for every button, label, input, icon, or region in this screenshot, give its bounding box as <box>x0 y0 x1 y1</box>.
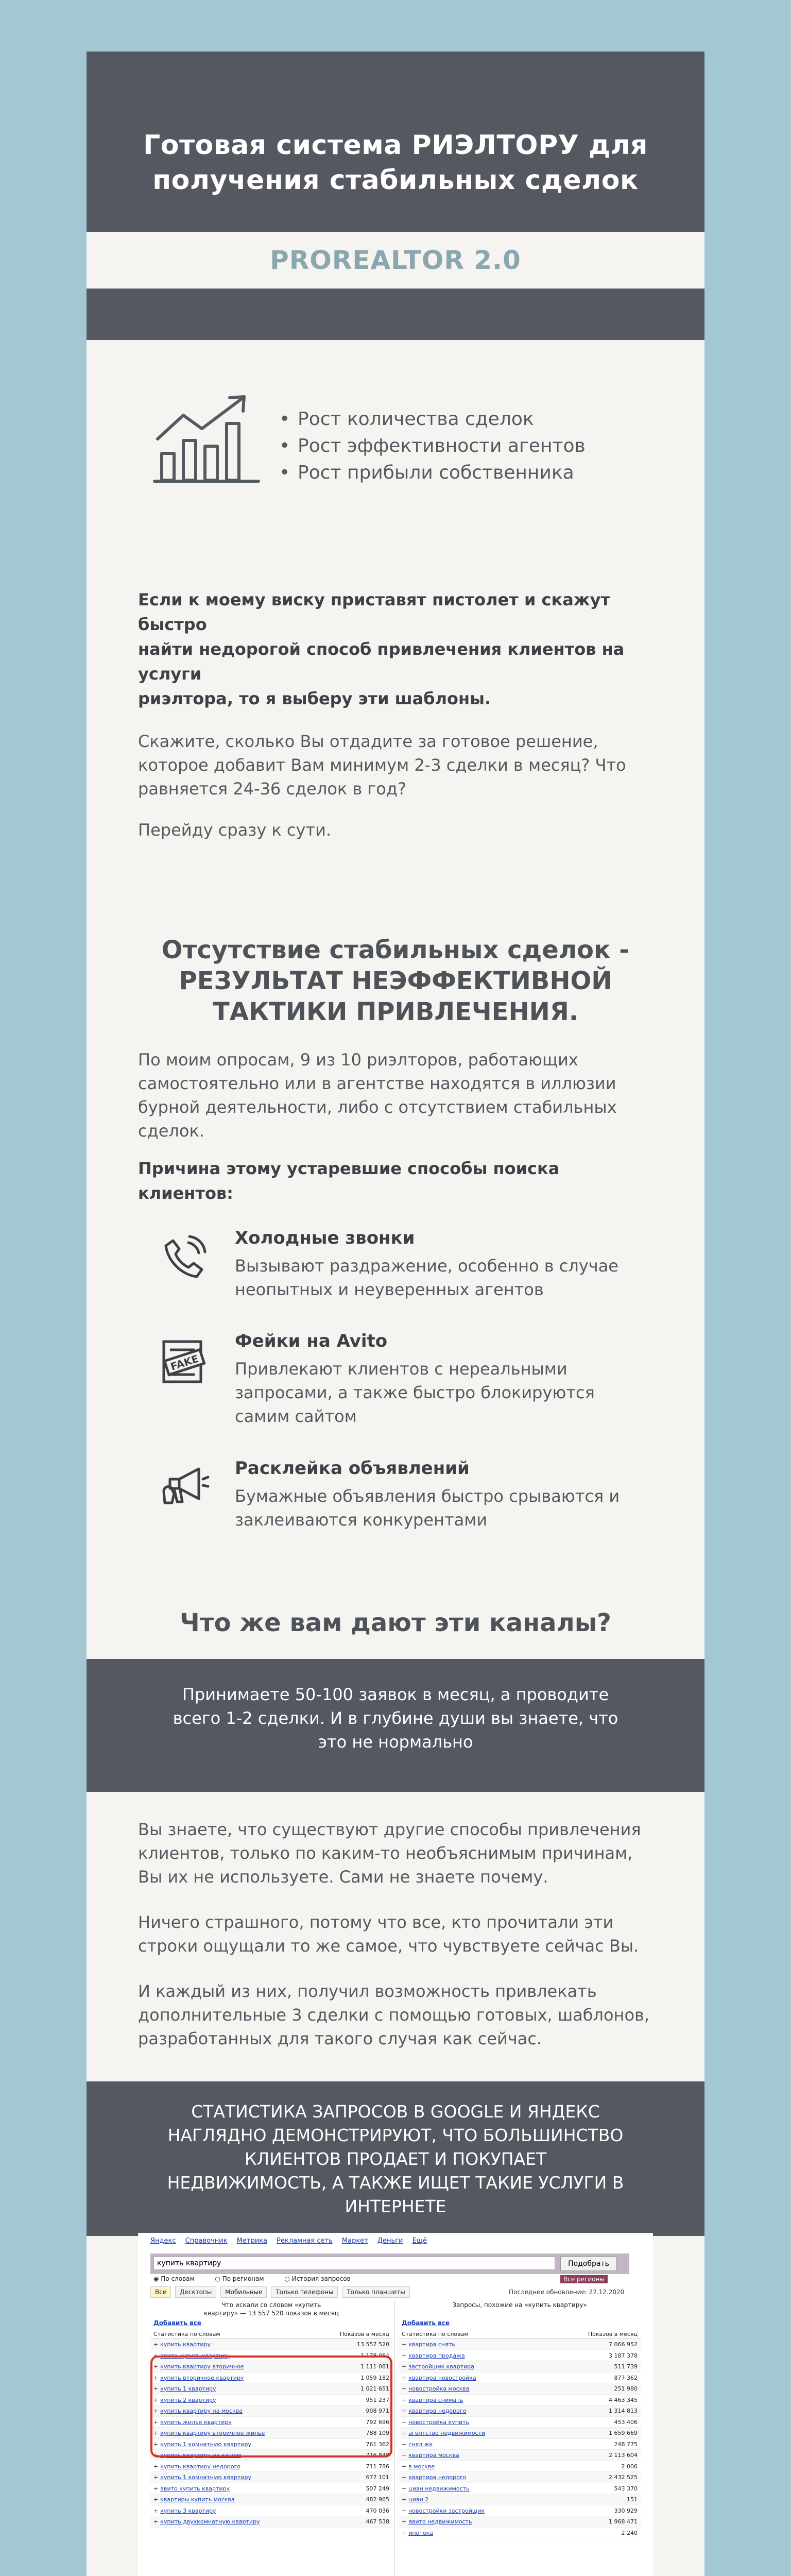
impressions-count: 470 036 <box>366 2507 389 2514</box>
right-rows <box>399 2339 641 2538</box>
add-all-link[interactable]: Добавить все <box>153 2319 201 2327</box>
query-input[interactable]: купить квартиру <box>153 2257 555 2270</box>
text-line: НАГЛЯДНО ДЕМОНСТРИРУЮТ, ЧТО БОЛЬШИНСТВО <box>167 2125 624 2145</box>
text-line: всего 1-2 сделки. И в глубине души вы знаете, что <box>173 1708 618 1728</box>
outro-section <box>87 1818 704 2050</box>
feature-item: • Рост количества сделок <box>277 406 586 433</box>
keyword-link[interactable]: + купить двухкомнатную квартиру <box>153 2516 260 2527</box>
keyword-link[interactable]: + купить 1 квартиру <box>153 2383 216 2394</box>
impressions-count: 453 406 <box>614 2418 638 2426</box>
impressions-count: 330 929 <box>614 2507 638 2514</box>
impressions-count: 2 006 <box>621 2463 638 2470</box>
reason-title: Расклейка объявлений <box>235 1458 470 1479</box>
keyword-link[interactable]: + новостройка москва <box>402 2383 470 2394</box>
reason-description <box>235 1357 647 1428</box>
table-row <box>399 2395 641 2406</box>
col-count: Показов в месяц <box>339 2331 389 2337</box>
keyword-link[interactable]: + новостройки застройщик <box>402 2505 485 2516</box>
col-keyword: Статистика по словам <box>402 2331 469 2337</box>
tab-tablets[interactable]: Только планшеты <box>342 2286 409 2298</box>
radio-label: По регионам <box>222 2275 264 2282</box>
keyword-link[interactable]: + квартира новостройка <box>402 2372 476 2383</box>
wordstat-top-nav <box>150 2237 434 2245</box>
reason-description <box>235 1254 647 1301</box>
text-line: равняется 24-36 сделок в год? <box>138 779 406 799</box>
text-line: неопытных и неуверенных агентов <box>235 1280 544 1299</box>
spacer <box>87 842 704 935</box>
table-row <box>399 2461 641 2472</box>
table-row <box>399 2505 641 2517</box>
search-button[interactable]: Подобрать <box>560 2257 617 2271</box>
keyword-link[interactable]: + авито купить квартиру <box>153 2350 230 2361</box>
radio-by-regions[interactable]: ○ По регионам <box>215 2275 264 2282</box>
keyword-link[interactable]: + квартира недорого <box>402 2405 466 2416</box>
impressions-count: 482 965 <box>366 2496 389 2503</box>
impressions-count: 788 109 <box>366 2430 389 2436</box>
text-line: Бумажные объявления быстро срываются и <box>235 1486 620 1506</box>
text-line: Вы знаете, что существуют другие способы привлечения <box>138 1820 641 1839</box>
title-line: ТАКТИКИ ПРИВЛЕЧЕНИЯ. <box>212 997 579 1026</box>
col-count: Показов в месяц <box>588 2331 638 2337</box>
impressions-count: 1 178 054 <box>360 2352 389 2359</box>
impressions-count: 792 696 <box>366 2418 389 2426</box>
impressions-count: 711 786 <box>366 2463 389 2470</box>
impressions-count: 7 066 952 <box>609 2341 638 2348</box>
table-header <box>150 2330 392 2339</box>
dark-divider-bar <box>87 289 704 340</box>
text-line: сделок. <box>138 1121 204 1141</box>
mode-radios <box>153 2275 369 2282</box>
keyword-link[interactable]: + купить 1 комнатную квартиру <box>153 2439 251 2450</box>
feature-item: • Рост эффективности агентов <box>277 433 586 460</box>
title-line: Отсутствие стабильных сделок - <box>161 936 630 964</box>
tab-desktop[interactable]: Десктопы <box>175 2286 216 2298</box>
impressions-count: 248 775 <box>614 2441 638 2448</box>
keyword-link[interactable]: + застройщик квартира <box>402 2361 474 2372</box>
left-heading <box>150 2301 392 2318</box>
impressions-count: 1 021 651 <box>360 2385 389 2392</box>
radio-history[interactable]: ○ История запросов <box>284 2275 351 2282</box>
keyword-link[interactable]: + квартира продажа <box>402 2350 465 2361</box>
reason-title: Холодные звонки <box>235 1228 415 1248</box>
problem-paragraph <box>138 1048 653 1143</box>
text-line: которое добавит Вам минимум 2-3 сделки в месяц? Что <box>138 755 626 775</box>
keyword-link[interactable]: + купить 3 квартиру <box>153 2505 216 2516</box>
last-updated: Последнее обновление: 22.12.2020 <box>509 2289 625 2296</box>
table-row <box>399 2483 641 2495</box>
keyword-link[interactable]: + в москве <box>402 2461 435 2472</box>
keyword-link[interactable]: + купить квартиру вторичное жилье <box>153 2428 265 2438</box>
impressions-count: 2 240 <box>621 2529 638 2536</box>
right-results <box>399 2301 641 2538</box>
table-row <box>150 2472 392 2483</box>
right-heading: Запросы, похожие на «купить квартиру» <box>452 2301 587 2309</box>
intro-lead <box>138 587 653 711</box>
device-tabs <box>150 2286 412 2298</box>
keyword-link[interactable]: + новостройка купить <box>402 2417 469 2428</box>
problem-section <box>87 935 704 1206</box>
keyword-link[interactable]: + квартиры купить москва <box>153 2494 235 2505</box>
title-line: РЕЗУЛЬТАТ НЕЭФФЕКТИВНОЙ <box>179 967 612 995</box>
impressions-count: 716 848 <box>366 2452 389 2459</box>
impressions-count: 4 463 345 <box>609 2396 638 2403</box>
table-row <box>399 2361 641 2372</box>
text-line: Если к моему виску приставят пистолет и скажут быстро <box>138 590 611 634</box>
impressions-count: 543 370 <box>614 2485 638 2492</box>
keyword-link[interactable]: + квартира недорого <box>402 2472 466 2483</box>
add-all-link[interactable]: Добавить все <box>402 2319 450 2327</box>
impressions-count: 908 971 <box>366 2408 389 2414</box>
table-row <box>399 2383 641 2395</box>
tab-mobile[interactable]: Мобильные <box>220 2286 267 2298</box>
outro-paragraph <box>138 1910 653 1958</box>
hero-title-line: получения стабильных сделок <box>152 165 639 196</box>
all-regions-link[interactable]: Все регионы <box>560 2275 608 2283</box>
impressions-count: 951 237 <box>366 2396 389 2403</box>
keyword-link[interactable]: + купить квартиру на москва <box>153 2405 243 2416</box>
text-line: квартиру» — 13 557 520 показов в месяц <box>204 2310 339 2317</box>
impressions-count: 1 659 669 <box>609 2430 638 2436</box>
impressions-count: 251 980 <box>614 2385 638 2392</box>
impressions-count: 13 557 520 <box>357 2341 389 2348</box>
text-line: Привлекают клиентов с нереальными <box>235 1359 568 1379</box>
text-line: запросами, а также быстро блокируются <box>235 1383 595 1402</box>
nav-link[interactable]: Деньги <box>377 2237 403 2245</box>
table-row <box>150 2494 392 2505</box>
text-line: клиентов, только по каким-то необъяснимым причинам, <box>138 1843 633 1863</box>
channels-band <box>87 1659 704 1792</box>
channels-title: Что же вам дают эти каналы? <box>180 1608 611 1637</box>
impressions-count: 1 314 813 <box>609 2408 638 2414</box>
table-row <box>150 2461 392 2472</box>
outro-paragraph <box>138 1979 653 2050</box>
text-line: самим сайтом <box>235 1406 357 1426</box>
nav-link[interactable]: Яндекс <box>150 2237 176 2245</box>
phone-icon <box>159 1231 210 1283</box>
keyword-link[interactable]: + купить квартиру вторичное <box>153 2361 244 2372</box>
text-line: Скажите, сколько Вы отдадите за готовое решение, <box>138 732 598 751</box>
text-line: строки ощущали то же самое, что чувствуете сейчас Вы. <box>138 1936 639 1956</box>
problem-title <box>87 935 704 1027</box>
landing-page <box>87 52 704 2576</box>
text-line: дополнительные 3 сделки с помощью готовых, шаблонов, <box>138 2005 650 2025</box>
table-row <box>399 2428 641 2439</box>
impressions-count: 2 432 525 <box>609 2474 638 2481</box>
table-row <box>399 2372 641 2384</box>
text-line: По моим опросам, 9 из 10 риэлторов, работающих <box>138 1050 578 1070</box>
column-divider <box>394 2301 395 2576</box>
keyword-link[interactable]: + авито недвижимость <box>402 2516 472 2527</box>
table-row <box>399 2439 641 2450</box>
table-row <box>150 2516 392 2528</box>
impressions-count: 1 111 081 <box>360 2363 389 2370</box>
intro-paragraph <box>138 730 653 801</box>
keyword-link[interactable]: + купить вторичное квартиру <box>153 2372 244 2383</box>
megaphone-hand-icon <box>159 1462 210 1513</box>
text-line: заклеиваются конкурентами <box>235 1510 488 1530</box>
intro-section <box>87 587 704 842</box>
keyword-link[interactable]: + циан 2 <box>402 2494 428 2505</box>
text-line: риэлтора, то я выберу эти шаблоны. <box>138 689 491 708</box>
reason-item <box>138 1329 653 1427</box>
features-section <box>87 340 704 587</box>
nav-link[interactable]: Метрика <box>236 2237 268 2245</box>
keyword-link[interactable]: + квартира снять <box>402 2339 455 2350</box>
radio-by-words[interactable]: ◉ По словам <box>153 2275 195 2282</box>
keyword-link[interactable]: + квартира снимать <box>402 2395 463 2405</box>
feature-item: • Рост прибыли собственника <box>277 460 586 486</box>
table-row <box>150 2339 392 2350</box>
growth-chart-icon <box>152 392 261 484</box>
table-row <box>150 2483 392 2495</box>
impressions-count: 467 538 <box>366 2518 389 2525</box>
reason-lead: Причина этому устаревшие способы поиска клиентов: <box>138 1159 560 1203</box>
nav-link[interactable]: Маркет <box>341 2237 368 2245</box>
reason-title: Фейки на Avito <box>235 1331 388 1351</box>
radio-label: История запросов <box>291 2275 351 2282</box>
keyword-link[interactable]: + купить 2 квартиру <box>153 2395 216 2405</box>
col-keyword: Статистика по словам <box>153 2331 220 2337</box>
feature-list <box>277 406 586 486</box>
text-line: Вызывают раздражение, особенно в случае <box>235 1256 618 1276</box>
impressions-count: 677 101 <box>366 2474 389 2481</box>
hero-title-line: Готовая система РИЭЛТОРУ для <box>143 130 648 161</box>
reason-description <box>235 1484 647 1532</box>
table-row <box>399 2516 641 2528</box>
text-line: НЕДВИЖИМОСТЬ, А ТАКЖЕ ИЩЕТ ТАКИЕ УСЛУГИ В <box>167 2173 624 2193</box>
fake-stamp-icon <box>159 1334 210 1386</box>
outro-paragraph <box>138 1818 653 1889</box>
impressions-count: 511 739 <box>614 2363 638 2370</box>
table-row <box>399 2494 641 2505</box>
text-line: ИНТЕРНЕТЕ <box>345 2196 446 2216</box>
intro-paragraph: Перейду сразу к сути. <box>138 820 332 840</box>
reasons-list <box>87 1206 704 1607</box>
impressions-count: 151 <box>627 2496 638 2503</box>
text-line: бурной деятельности, либо с отсутствием стабильных <box>138 1097 617 1117</box>
keyword-link[interactable]: + снял жк <box>402 2439 433 2450</box>
keyword-link[interactable]: + циан недвижимость <box>402 2483 470 2494</box>
nav-link[interactable]: Ещё <box>412 2237 427 2245</box>
text-line: разработанных для такого случая как сейчас. <box>138 2029 542 2048</box>
table-row <box>399 2528 641 2539</box>
impressions-count: 507 249 <box>366 2485 389 2492</box>
impressions-count: 3 187 378 <box>609 2352 638 2359</box>
table-row <box>399 2350 641 2362</box>
brand-name: PROREALTOR 2.0 <box>270 245 521 275</box>
table-row <box>399 2339 641 2350</box>
keyword-link[interactable]: + купить квартиру недорого <box>153 2461 240 2472</box>
text-line: СТАТИСТИКА ЗАПРОСОВ В GOOGLE И ЯНДЕКС <box>191 2102 600 2122</box>
hero-title <box>87 128 704 198</box>
keyword-link[interactable]: + купить квартиру <box>153 2339 211 2350</box>
impressions-count: 877 362 <box>614 2374 638 2381</box>
table-row <box>399 2405 641 2417</box>
text-line: Ничего страшного, потому что все, кто прочитали эти <box>138 1912 614 1932</box>
impressions-count: 761 362 <box>366 2441 389 2448</box>
radio-label: По словам <box>161 2275 195 2282</box>
reason-item <box>138 1456 653 1529</box>
impressions-count: 1 059 182 <box>360 2374 389 2381</box>
keyword-link[interactable]: + ипотека <box>402 2528 433 2538</box>
table-row <box>150 2505 392 2517</box>
keyword-link[interactable]: + купить квартиру на вашем <box>153 2450 241 2461</box>
impressions-count: 2 113 604 <box>609 2452 638 2459</box>
wordstat-screenshot <box>138 2233 653 2576</box>
table-header <box>399 2330 641 2339</box>
nav-link[interactable]: Справочник <box>185 2237 228 2245</box>
text-line: самостоятельно или в агентстве находятся в иллюзии <box>138 1074 616 1093</box>
highlight-frame <box>150 2355 392 2458</box>
keyword-link[interactable]: + квартира москва <box>402 2450 459 2461</box>
stats-band <box>87 2081 704 2236</box>
keyword-link[interactable]: + купить 1 комнатную квартиру <box>153 2472 251 2483</box>
keyword-link[interactable]: + купить жилье квартиру <box>153 2417 232 2428</box>
text-line: это не нормально <box>318 1732 473 1752</box>
text-line: Вы их не используете. Сами не знаете почему. <box>138 1867 548 1887</box>
fake-stamp-label: FAKE <box>168 1352 200 1374</box>
text-line: КЛИЕНТОВ ПРОДАЕТ И ПОКУПАЕТ <box>244 2149 547 2169</box>
text-line: Принимаете 50-100 заявок в месяц, а проводите <box>182 1685 609 1704</box>
text-line: найти недорогой способ привлечения клиентов на услуги <box>138 639 625 684</box>
tab-all[interactable]: Все <box>150 2286 171 2298</box>
keyword-link[interactable]: + агентство недвижимости <box>402 2428 485 2438</box>
keyword-link[interactable]: + авито купить квартиру <box>153 2483 230 2494</box>
impressions-count: 1 968 471 <box>609 2518 638 2525</box>
hero-section <box>87 52 704 232</box>
nav-link[interactable]: Рекламная сеть <box>277 2237 333 2245</box>
brand-strip <box>87 232 704 289</box>
table-row <box>399 2417 641 2428</box>
table-row <box>399 2450 641 2461</box>
text-line: Что искали со словом «купить <box>221 2301 321 2309</box>
reason-item <box>138 1226 653 1298</box>
table-row <box>399 2472 641 2483</box>
text-line: И каждый из них, получил возможность привлекать <box>138 1981 597 2001</box>
tab-phones[interactable]: Только телефоны <box>271 2286 338 2298</box>
